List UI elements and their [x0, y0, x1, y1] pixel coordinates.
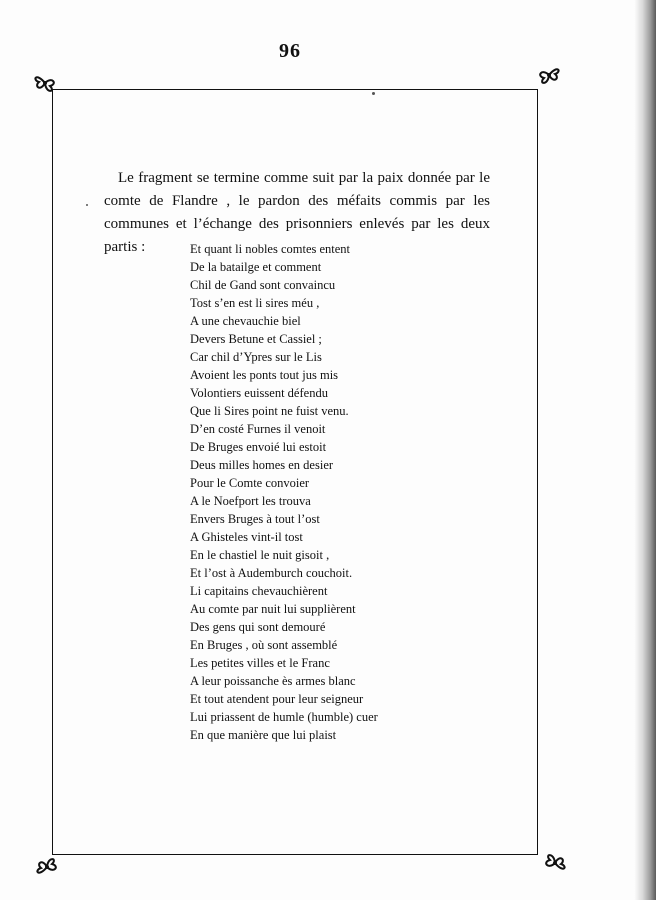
- fleuron-ornament-icon: [540, 848, 570, 878]
- poem-line: Car chil d’Ypres sur le Lis: [190, 350, 322, 364]
- poem-line: De la batailge et comment: [190, 260, 322, 274]
- poem-line: Chil de Gand sont convaincu: [190, 278, 336, 292]
- poem-line: Au comte par nuit lui supplièrent: [190, 602, 356, 616]
- scan-speck: [372, 92, 375, 95]
- poem-line: Et tout atendent pour leur seigneur: [190, 692, 364, 706]
- poem-line: Pour le Comte convoier: [190, 476, 310, 490]
- poem-line: En que manière que lui plaist: [190, 728, 337, 742]
- poem-line: Li capitains chevauchièrent: [190, 584, 328, 598]
- page-binding-shadow: [634, 0, 656, 900]
- poem-line: En le chastiel le nuit gisoit ,: [190, 548, 330, 562]
- poem-line: Tost s’en est li sires méu ,: [190, 296, 320, 310]
- intro-paragraph: Le fragment se termine comme suit par la paix donnée par le comte de Flandre , le pardon des méfaits commis par les communes et l’échange des prisonniers enlevés par les deux partis :: [104, 170, 490, 255]
- scan-speck: [86, 204, 88, 206]
- poem-line: De Bruges envoié lui estoit: [190, 440, 327, 454]
- poem-line: Lui priassent de humle (humble) cuer: [190, 710, 378, 724]
- poem-line: Envers Bruges à tout l’ost: [190, 512, 320, 526]
- poem-line: A le Noefport les trouva: [190, 494, 311, 508]
- fleuron-ornament-icon: [30, 68, 60, 98]
- poem-line: Des gens qui sont demouré: [190, 620, 326, 634]
- poem-line: A Ghisteles vint-il tost: [190, 530, 303, 544]
- poem-line: Et l’ost à Audemburch couchoit.: [190, 566, 353, 580]
- poem-line: Que li Sires point ne fuist venu.: [190, 404, 349, 418]
- poem-line: En Bruges , où sont assemblé: [190, 638, 338, 652]
- poem-line: Avoient les ponts tout jus mis: [190, 368, 339, 382]
- fleuron-ornament-icon: [534, 60, 564, 90]
- poem-verses: [190, 240, 470, 744]
- fleuron-ornament-icon: [32, 852, 62, 882]
- poem-line: A une chevauchie biel: [190, 314, 301, 328]
- poem-line: Devers Betune et Cassiel ;: [190, 332, 322, 346]
- poem-line: Volontiers euissent défendu: [190, 386, 328, 400]
- poem-line: D’en costé Furnes il venoit: [190, 422, 326, 436]
- poem-line: Les petites villes et le Franc: [190, 656, 330, 670]
- poem-line: Et quant li nobles comtes entent: [190, 242, 351, 256]
- poem-line: Deus milles homes en desier: [190, 458, 334, 472]
- poem-line: A leur poissanche ès armes blanc: [190, 674, 356, 688]
- page-number: 96: [279, 40, 301, 62]
